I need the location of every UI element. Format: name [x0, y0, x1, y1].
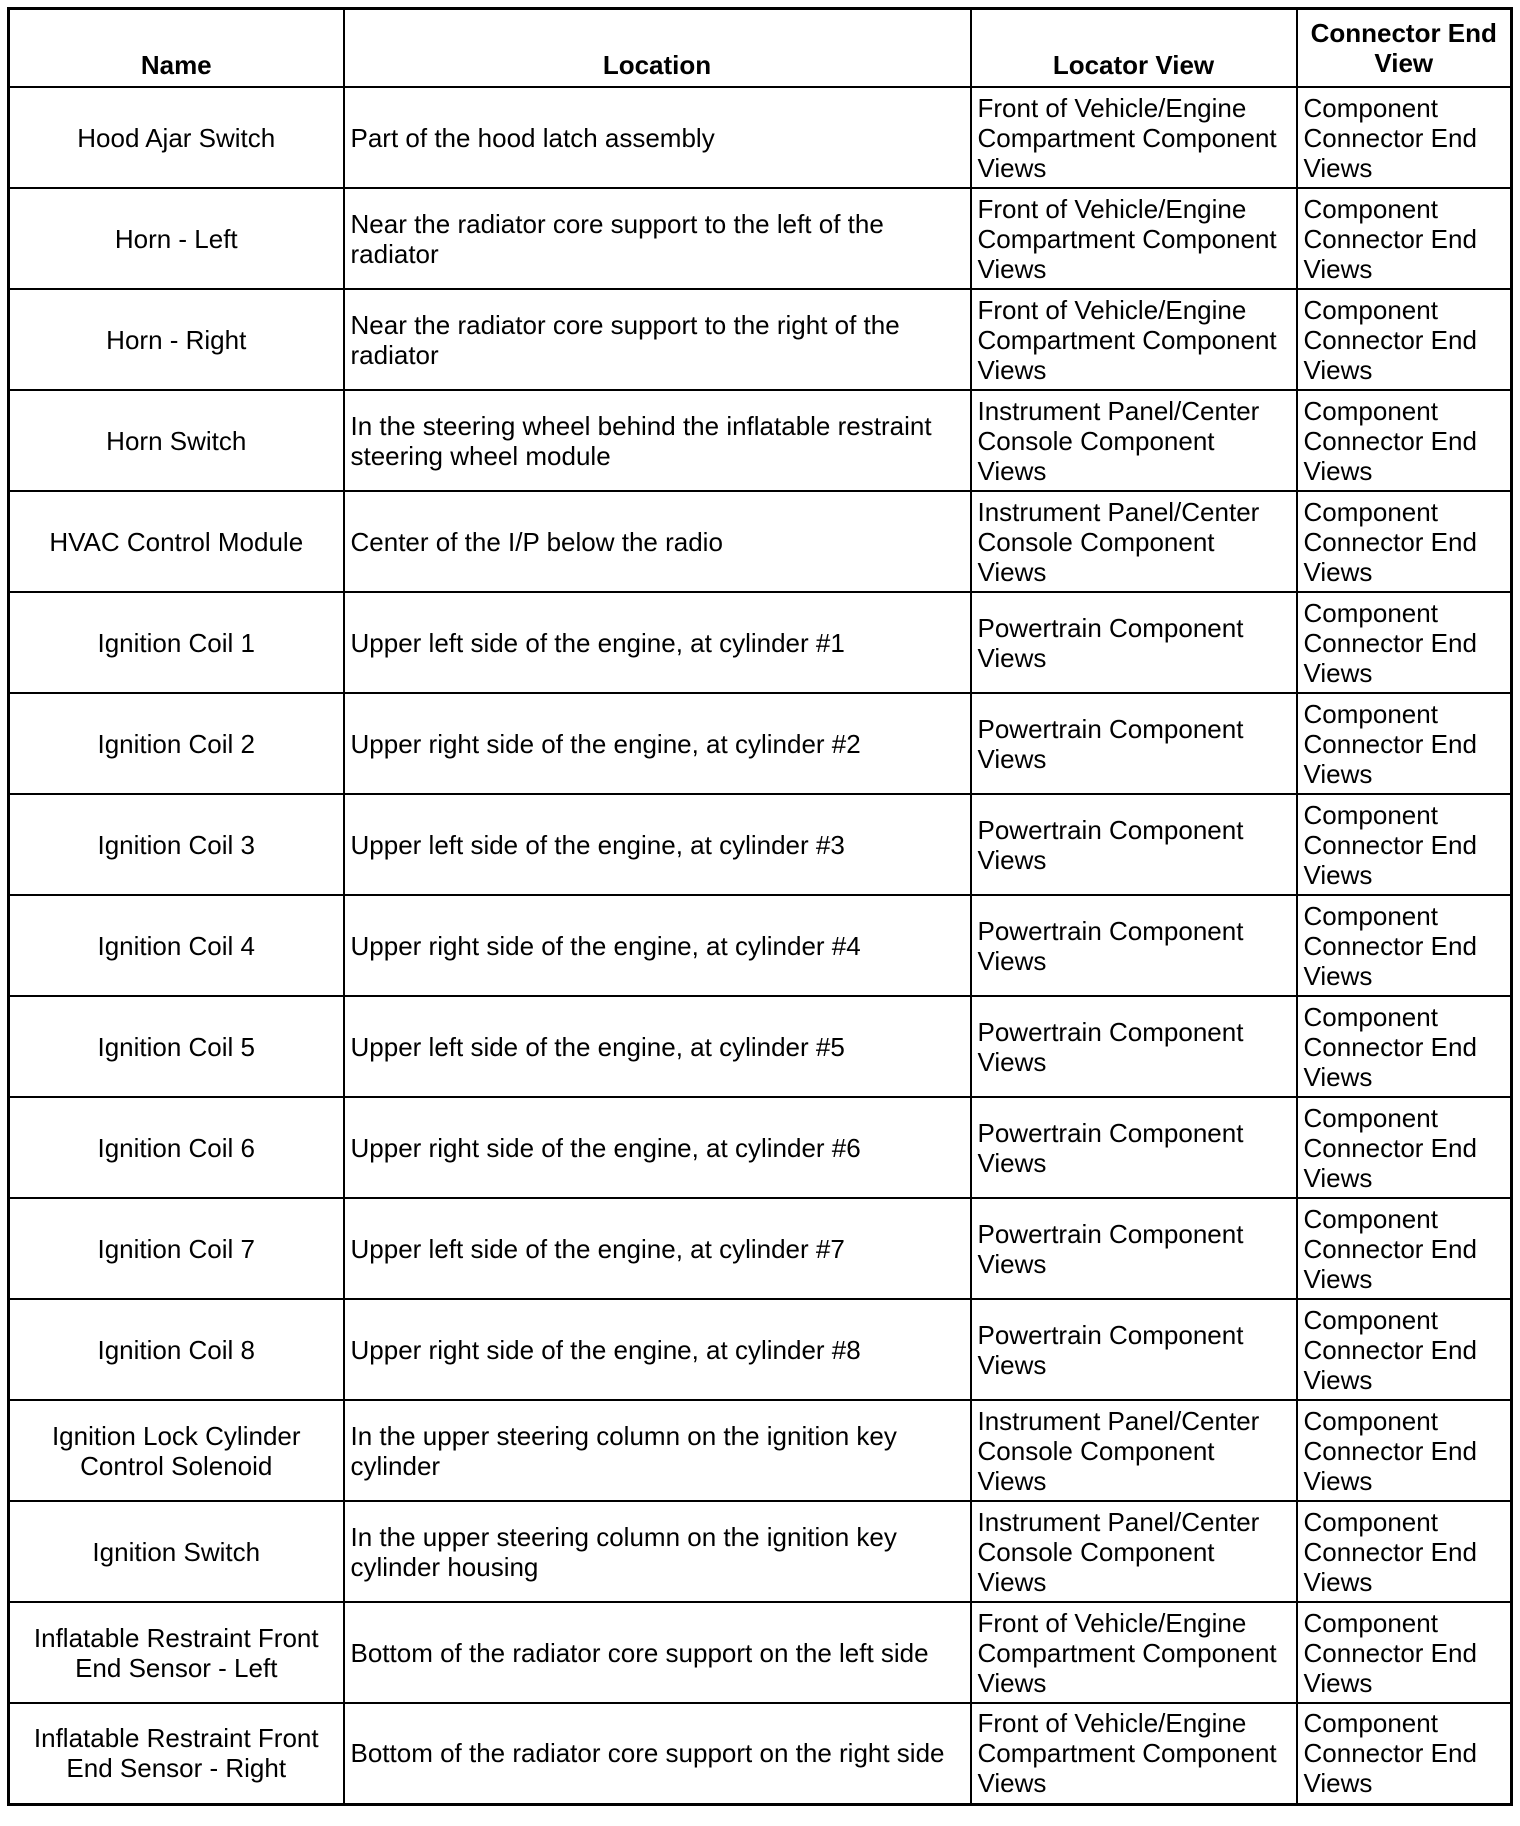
cell-name: HVAC Control Module — [9, 491, 344, 592]
cell-name: Inflatable Restraint Front End Sensor - Right — [9, 1703, 344, 1804]
cell-name: Horn - Right — [9, 289, 344, 390]
cell-location: Bottom of the radiator core support on the left side — [344, 1602, 971, 1703]
cell-locator-view: Front of Vehicle/Engine Compartment Component Views — [971, 1602, 1297, 1703]
cell-locator-view: Powertrain Component Views — [971, 693, 1297, 794]
table-body — [9, 87, 1512, 1804]
header-locator-view: Locator View — [971, 9, 1297, 88]
cell-location: Upper right side of the engine, at cylinder #2 — [344, 693, 971, 794]
cell-connector-end-view: Component Connector End Views — [1297, 289, 1512, 390]
cell-connector-end-view: Component Connector End Views — [1297, 390, 1512, 491]
cell-name: Horn Switch — [9, 390, 344, 491]
cell-locator-view: Instrument Panel/Center Console Component Views — [971, 491, 1297, 592]
table-row — [9, 188, 1512, 289]
cell-location: Upper right side of the engine, at cylinder #8 — [344, 1299, 971, 1400]
cell-locator-view: Instrument Panel/Center Console Component Views — [971, 1400, 1297, 1501]
table-row — [9, 1299, 1512, 1400]
table-row — [9, 1097, 1512, 1198]
table-row — [9, 87, 1512, 188]
cell-locator-view: Powertrain Component Views — [971, 1097, 1297, 1198]
cell-connector-end-view: Component Connector End Views — [1297, 1400, 1512, 1501]
cell-name: Ignition Coil 1 — [9, 592, 344, 693]
cell-locator-view: Instrument Panel/Center Console Component Views — [971, 390, 1297, 491]
cell-connector-end-view: Component Connector End Views — [1297, 1299, 1512, 1400]
cell-location: Center of the I/P below the radio — [344, 491, 971, 592]
cell-locator-view: Powertrain Component Views — [971, 592, 1297, 693]
table-row — [9, 491, 1512, 592]
table-row — [9, 390, 1512, 491]
cell-location: Upper left side of the engine, at cylinder #3 — [344, 794, 971, 895]
cell-connector-end-view: Component Connector End Views — [1297, 592, 1512, 693]
cell-name: Ignition Coil 8 — [9, 1299, 344, 1400]
cell-connector-end-view: Component Connector End Views — [1297, 1198, 1512, 1299]
table-header — [9, 9, 1512, 88]
table-row — [9, 1198, 1512, 1299]
table-row — [9, 1501, 1512, 1602]
header-name: Name — [9, 9, 344, 88]
cell-connector-end-view: Component Connector End Views — [1297, 996, 1512, 1097]
cell-location: Bottom of the radiator core support on the right side — [344, 1703, 971, 1804]
table-row — [9, 1703, 1512, 1804]
cell-location: Part of the hood latch assembly — [344, 87, 971, 188]
cell-location: Upper right side of the engine, at cylinder #4 — [344, 895, 971, 996]
cell-locator-view: Front of Vehicle/Engine Compartment Component Views — [971, 188, 1297, 289]
header-connector-end-view: Connector End View — [1297, 9, 1512, 88]
cell-location: Upper left side of the engine, at cylinder #7 — [344, 1198, 971, 1299]
cell-connector-end-view: Component Connector End Views — [1297, 491, 1512, 592]
cell-connector-end-view: Component Connector End Views — [1297, 1602, 1512, 1703]
cell-location: In the upper steering column on the ignition key cylinder — [344, 1400, 971, 1501]
cell-name: Ignition Switch — [9, 1501, 344, 1602]
header-row — [9, 9, 1512, 88]
cell-locator-view: Instrument Panel/Center Console Component Views — [971, 1501, 1297, 1602]
cell-name: Ignition Coil 5 — [9, 996, 344, 1097]
cell-location: Upper left side of the engine, at cylinder #1 — [344, 592, 971, 693]
table-row — [9, 895, 1512, 996]
cell-connector-end-view: Component Connector End Views — [1297, 895, 1512, 996]
cell-locator-view: Front of Vehicle/Engine Compartment Component Views — [971, 289, 1297, 390]
table-row — [9, 996, 1512, 1097]
cell-location: Near the radiator core support to the right of the radiator — [344, 289, 971, 390]
cell-location: In the steering wheel behind the inflatable restraint steering wheel module — [344, 390, 971, 491]
cell-connector-end-view: Component Connector End Views — [1297, 1703, 1512, 1804]
table-row — [9, 1602, 1512, 1703]
cell-connector-end-view: Component Connector End Views — [1297, 87, 1512, 188]
cell-location: Upper right side of the engine, at cylinder #6 — [344, 1097, 971, 1198]
cell-locator-view: Powertrain Component Views — [971, 794, 1297, 895]
table-row — [9, 693, 1512, 794]
component-locator-table — [7, 7, 1513, 1806]
cell-locator-view: Powertrain Component Views — [971, 895, 1297, 996]
cell-connector-end-view: Component Connector End Views — [1297, 794, 1512, 895]
cell-name: Inflatable Restraint Front End Sensor - Left — [9, 1602, 344, 1703]
cell-name: Ignition Lock Cylinder Control Solenoid — [9, 1400, 344, 1501]
cell-location: Near the radiator core support to the left of the radiator — [344, 188, 971, 289]
cell-locator-view: Powertrain Component Views — [971, 1299, 1297, 1400]
cell-location: In the upper steering column on the ignition key cylinder housing — [344, 1501, 971, 1602]
cell-name: Ignition Coil 3 — [9, 794, 344, 895]
cell-name: Horn - Left — [9, 188, 344, 289]
table-row — [9, 592, 1512, 693]
cell-name: Ignition Coil 4 — [9, 895, 344, 996]
cell-name: Ignition Coil 7 — [9, 1198, 344, 1299]
header-location: Location — [344, 9, 971, 88]
table-row — [9, 1400, 1512, 1501]
table-row — [9, 289, 1512, 390]
cell-locator-view: Front of Vehicle/Engine Compartment Component Views — [971, 87, 1297, 188]
cell-connector-end-view: Component Connector End Views — [1297, 693, 1512, 794]
cell-connector-end-view: Component Connector End Views — [1297, 188, 1512, 289]
cell-locator-view: Powertrain Component Views — [971, 1198, 1297, 1299]
cell-name: Ignition Coil 2 — [9, 693, 344, 794]
cell-location: Upper left side of the engine, at cylinder #5 — [344, 996, 971, 1097]
cell-name: Hood Ajar Switch — [9, 87, 344, 188]
cell-connector-end-view: Component Connector End Views — [1297, 1501, 1512, 1602]
component-locator-sheet — [7, 7, 1510, 1806]
cell-connector-end-view: Component Connector End Views — [1297, 1097, 1512, 1198]
cell-name: Ignition Coil 6 — [9, 1097, 344, 1198]
cell-locator-view: Powertrain Component Views — [971, 996, 1297, 1097]
cell-locator-view: Front of Vehicle/Engine Compartment Component Views — [971, 1703, 1297, 1804]
table-row — [9, 794, 1512, 895]
